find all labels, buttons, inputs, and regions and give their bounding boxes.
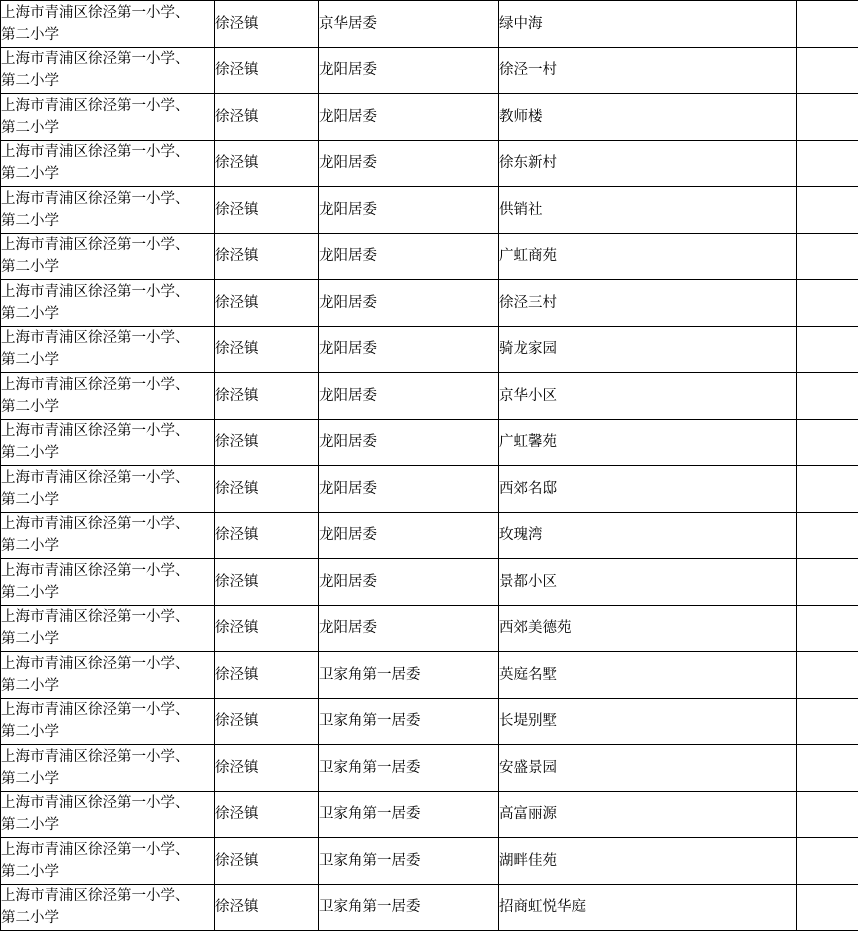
remarks-cell: [797, 419, 858, 466]
table-row: [1, 94, 858, 141]
community-cell: 英庭名墅: [499, 652, 797, 699]
town-cell: 徐泾镇: [215, 47, 319, 94]
town-cell: 徐泾镇: [215, 233, 319, 280]
school-name-line2: 第二小学: [1, 863, 59, 880]
table-row: [1, 326, 858, 373]
table-row: [1, 652, 858, 699]
table-row: [1, 559, 858, 606]
community-cell: 高富丽源: [499, 791, 797, 838]
community-cell: 骑龙家园: [499, 326, 797, 373]
school-name-line1: 上海市青浦区徐泾第一小学、: [1, 190, 190, 207]
school-name-line2: 第二小学: [1, 352, 59, 369]
community-cell: 徐东新村: [499, 140, 797, 187]
school-name-line1: 上海市青浦区徐泾第一小学、: [1, 795, 190, 812]
community-cell: 湖畔佳苑: [499, 838, 797, 885]
remarks-cell: [797, 140, 858, 187]
remarks-cell: [797, 512, 858, 559]
town-cell: 徐泾镇: [215, 652, 319, 699]
school-name-line1: 上海市青浦区徐泾第一小学、: [1, 748, 190, 765]
school-cell: [1, 280, 215, 327]
school-name-line2: 第二小学: [1, 166, 59, 183]
school-name-line2: 第二小学: [1, 73, 59, 90]
table-row: [1, 187, 858, 234]
table-row: [1, 605, 858, 652]
residents-committee-cell: 龙阳居委: [319, 233, 499, 280]
school-name-line1: 上海市青浦区徐泾第一小学、: [1, 516, 190, 533]
school-name-line1: 上海市青浦区徐泾第一小学、: [1, 376, 190, 393]
school-name-line2: 第二小学: [1, 677, 59, 694]
community-cell: 西郊美德苑: [499, 605, 797, 652]
community-cell: 徐泾一村: [499, 47, 797, 94]
remarks-cell: [797, 791, 858, 838]
school-cell: [1, 652, 215, 699]
town-cell: 徐泾镇: [215, 698, 319, 745]
residents-committee-cell: 卫家角第一居委: [319, 838, 499, 885]
community-cell: 长堤别墅: [499, 698, 797, 745]
school-name-line1: 上海市青浦区徐泾第一小学、: [1, 423, 190, 440]
town-cell: 徐泾镇: [215, 1, 319, 48]
table-row: [1, 698, 858, 745]
community-cell: 安盛景园: [499, 745, 797, 792]
table-row: [1, 466, 858, 513]
residents-committee-cell: 龙阳居委: [319, 47, 499, 94]
school-name-line1: 上海市青浦区徐泾第一小学、: [1, 888, 190, 905]
town-cell: 徐泾镇: [215, 605, 319, 652]
community-cell: 玫瑰湾: [499, 512, 797, 559]
school-name-line1: 上海市青浦区徐泾第一小学、: [1, 655, 190, 672]
table-row: [1, 233, 858, 280]
community-cell: 教师楼: [499, 94, 797, 141]
community-cell: 京华小区: [499, 373, 797, 420]
table-row: [1, 280, 858, 327]
remarks-cell: [797, 326, 858, 373]
table-row: [1, 512, 858, 559]
community-cell: 广虹商苑: [499, 233, 797, 280]
table-row: [1, 419, 858, 466]
residents-committee-cell: 龙阳居委: [319, 512, 499, 559]
residents-committee-cell: 龙阳居委: [319, 466, 499, 513]
school-cell: [1, 884, 215, 931]
school-name-line1: 上海市青浦区徐泾第一小学、: [1, 97, 190, 114]
table-body: [1, 1, 858, 931]
remarks-cell: [797, 698, 858, 745]
school-name-line2: 第二小学: [1, 910, 59, 927]
school-name-line1: 上海市青浦区徐泾第一小学、: [1, 144, 190, 161]
table-row: [1, 373, 858, 420]
school-cell: [1, 745, 215, 792]
school-cell: [1, 94, 215, 141]
school-cell: [1, 512, 215, 559]
school-name-line1: 上海市青浦区徐泾第一小学、: [1, 562, 190, 579]
town-cell: 徐泾镇: [215, 838, 319, 885]
school-cell: [1, 187, 215, 234]
school-name-line1: 上海市青浦区徐泾第一小学、: [1, 237, 190, 254]
town-cell: 徐泾镇: [215, 94, 319, 141]
table-row: [1, 1, 858, 48]
school-name-line2: 第二小学: [1, 724, 59, 741]
school-name-line2: 第二小学: [1, 491, 59, 508]
residents-committee-cell: 卫家角第一居委: [319, 791, 499, 838]
school-name-line1: 上海市青浦区徐泾第一小学、: [1, 330, 190, 347]
table-row: [1, 884, 858, 931]
school-cell: [1, 466, 215, 513]
table-row: [1, 140, 858, 187]
town-cell: 徐泾镇: [215, 419, 319, 466]
school-cell: [1, 140, 215, 187]
community-cell: 招商虹悦华庭: [499, 884, 797, 931]
residents-committee-cell: 龙阳居委: [319, 419, 499, 466]
town-cell: 徐泾镇: [215, 884, 319, 931]
table-row: [1, 791, 858, 838]
community-cell: 徐泾三村: [499, 280, 797, 327]
school-cell: [1, 698, 215, 745]
school-name-line1: 上海市青浦区徐泾第一小学、: [1, 609, 190, 626]
school-name-line2: 第二小学: [1, 770, 59, 787]
remarks-cell: [797, 605, 858, 652]
table-row: [1, 838, 858, 885]
remarks-cell: [797, 745, 858, 792]
school-cell: [1, 47, 215, 94]
remarks-cell: [797, 559, 858, 606]
table-row: [1, 745, 858, 792]
school-cell: [1, 373, 215, 420]
school-name-line2: 第二小学: [1, 259, 59, 276]
school-name-line1: 上海市青浦区徐泾第一小学、: [1, 4, 190, 21]
remarks-cell: [797, 652, 858, 699]
community-cell: 广虹馨苑: [499, 419, 797, 466]
town-cell: 徐泾镇: [215, 791, 319, 838]
school-name-line2: 第二小学: [1, 119, 59, 136]
community-cell: 供销社: [499, 187, 797, 234]
school-name-line2: 第二小学: [1, 817, 59, 834]
school-name-line2: 第二小学: [1, 398, 59, 415]
remarks-cell: [797, 187, 858, 234]
residents-committee-cell: 龙阳居委: [319, 326, 499, 373]
community-cell: 景都小区: [499, 559, 797, 606]
residents-committee-cell: 龙阳居委: [319, 280, 499, 327]
school-cell: [1, 233, 215, 280]
remarks-cell: [797, 373, 858, 420]
school-cell: [1, 326, 215, 373]
town-cell: 徐泾镇: [215, 187, 319, 234]
school-name-line2: 第二小学: [1, 538, 59, 555]
residents-committee-cell: 龙阳居委: [319, 94, 499, 141]
remarks-cell: [797, 233, 858, 280]
school-name-line1: 上海市青浦区徐泾第一小学、: [1, 702, 190, 719]
school-name-line2: 第二小学: [1, 445, 59, 462]
remarks-cell: [797, 94, 858, 141]
school-name-line2: 第二小学: [1, 305, 59, 322]
residents-committee-cell: 龙阳居委: [319, 140, 499, 187]
school-name-line1: 上海市青浦区徐泾第一小学、: [1, 469, 190, 486]
remarks-cell: [797, 466, 858, 513]
school-cell: [1, 419, 215, 466]
town-cell: 徐泾镇: [215, 559, 319, 606]
table-row: [1, 47, 858, 94]
town-cell: 徐泾镇: [215, 512, 319, 559]
remarks-cell: [797, 47, 858, 94]
residents-committee-cell: 龙阳居委: [319, 559, 499, 606]
residents-committee-cell: 龙阳居委: [319, 373, 499, 420]
community-cell: 西郊名邸: [499, 466, 797, 513]
remarks-cell: [797, 1, 858, 48]
school-name-line1: 上海市青浦区徐泾第一小学、: [1, 51, 190, 68]
school-cell: [1, 838, 215, 885]
school-cell: [1, 559, 215, 606]
school-name-line2: 第二小学: [1, 212, 59, 229]
school-name-line2: 第二小学: [1, 26, 59, 43]
school-cell: [1, 1, 215, 48]
school-cell: [1, 605, 215, 652]
residents-committee-cell: 卫家角第一居委: [319, 745, 499, 792]
town-cell: 徐泾镇: [215, 280, 319, 327]
remarks-cell: [797, 280, 858, 327]
remarks-cell: [797, 884, 858, 931]
residents-committee-cell: 卫家角第一居委: [319, 884, 499, 931]
school-cell: [1, 791, 215, 838]
residents-committee-cell: 龙阳居委: [319, 605, 499, 652]
town-cell: 徐泾镇: [215, 745, 319, 792]
town-cell: 徐泾镇: [215, 140, 319, 187]
town-cell: 徐泾镇: [215, 373, 319, 420]
town-cell: 徐泾镇: [215, 326, 319, 373]
residents-committee-cell: 卫家角第一居委: [319, 652, 499, 699]
community-cell: 绿中海: [499, 1, 797, 48]
residents-committee-cell: 京华居委: [319, 1, 499, 48]
residents-committee-cell: 卫家角第一居委: [319, 698, 499, 745]
school-name-line2: 第二小学: [1, 631, 59, 648]
town-cell: 徐泾镇: [215, 466, 319, 513]
school-name-line2: 第二小学: [1, 584, 59, 601]
remarks-cell: [797, 838, 858, 885]
school-name-line1: 上海市青浦区徐泾第一小学、: [1, 841, 190, 858]
school-name-line1: 上海市青浦区徐泾第一小学、: [1, 283, 190, 300]
residents-committee-cell: 龙阳居委: [319, 187, 499, 234]
